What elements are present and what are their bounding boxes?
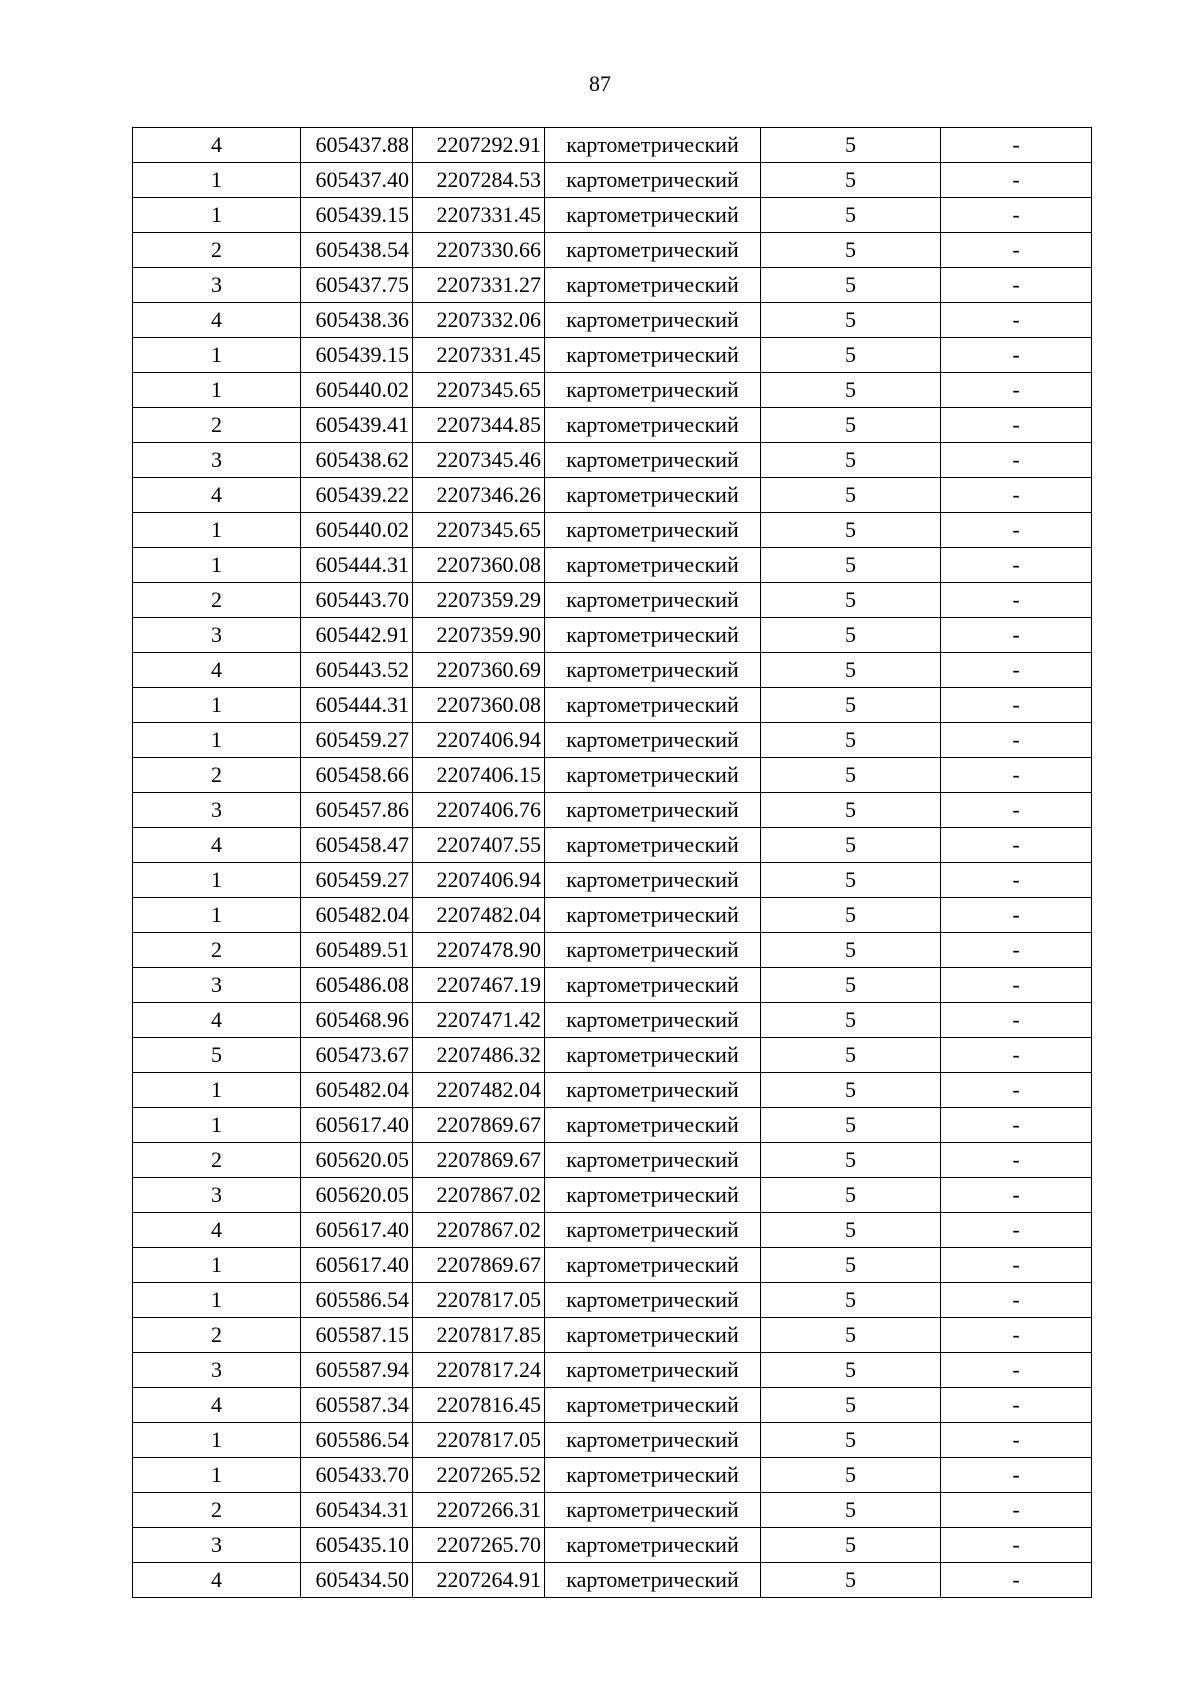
y-coordinate-cell: 2207292.91 bbox=[413, 128, 545, 163]
accuracy-cell: 5 bbox=[761, 373, 941, 408]
point-number-cell: 2 bbox=[133, 583, 301, 618]
note-cell: - bbox=[941, 1458, 1092, 1493]
point-number-cell: 2 bbox=[133, 408, 301, 443]
method-cell: картометрический bbox=[545, 793, 761, 828]
method-cell: картометрический bbox=[545, 1528, 761, 1563]
accuracy-cell: 5 bbox=[761, 128, 941, 163]
point-number-cell: 4 bbox=[133, 478, 301, 513]
accuracy-cell: 5 bbox=[761, 758, 941, 793]
accuracy-cell: 5 bbox=[761, 793, 941, 828]
y-coordinate-cell: 2207284.53 bbox=[413, 163, 545, 198]
note-cell: - bbox=[941, 863, 1092, 898]
table-row bbox=[133, 198, 1092, 233]
method-cell: картометрический bbox=[545, 268, 761, 303]
table-row bbox=[133, 933, 1092, 968]
x-coordinate-cell: 605486.08 bbox=[301, 968, 413, 1003]
note-cell: - bbox=[941, 1178, 1092, 1213]
table-row bbox=[133, 1213, 1092, 1248]
y-coordinate-cell: 2207406.15 bbox=[413, 758, 545, 793]
table-row bbox=[133, 128, 1092, 163]
point-number-cell: 1 bbox=[133, 723, 301, 758]
point-number-cell: 1 bbox=[133, 688, 301, 723]
y-coordinate-cell: 2207346.26 bbox=[413, 478, 545, 513]
note-cell: - bbox=[941, 1528, 1092, 1563]
point-number-cell: 1 bbox=[133, 198, 301, 233]
x-coordinate-cell: 605438.36 bbox=[301, 303, 413, 338]
method-cell: картометрический bbox=[545, 1108, 761, 1143]
y-coordinate-cell: 2207867.02 bbox=[413, 1213, 545, 1248]
note-cell: - bbox=[941, 478, 1092, 513]
method-cell: картометрический bbox=[545, 1143, 761, 1178]
accuracy-cell: 5 bbox=[761, 478, 941, 513]
accuracy-cell: 5 bbox=[761, 443, 941, 478]
y-coordinate-cell: 2207345.46 bbox=[413, 443, 545, 478]
table-row bbox=[133, 1143, 1092, 1178]
point-number-cell: 1 bbox=[133, 548, 301, 583]
accuracy-cell: 5 bbox=[761, 303, 941, 338]
point-number-cell: 5 bbox=[133, 1038, 301, 1073]
method-cell: картометрический bbox=[545, 968, 761, 1003]
accuracy-cell: 5 bbox=[761, 1563, 941, 1598]
method-cell: картометрический bbox=[545, 1073, 761, 1108]
table-row bbox=[133, 898, 1092, 933]
method-cell: картометрический bbox=[545, 898, 761, 933]
x-coordinate-cell: 605439.15 bbox=[301, 338, 413, 373]
table-row bbox=[133, 513, 1092, 548]
method-cell: картометрический bbox=[545, 233, 761, 268]
x-coordinate-cell: 605435.10 bbox=[301, 1528, 413, 1563]
note-cell: - bbox=[941, 828, 1092, 863]
accuracy-cell: 5 bbox=[761, 618, 941, 653]
accuracy-cell: 5 bbox=[761, 1283, 941, 1318]
x-coordinate-cell: 605437.40 bbox=[301, 163, 413, 198]
table-row bbox=[133, 863, 1092, 898]
method-cell: картометрический bbox=[545, 198, 761, 233]
method-cell: картометрический bbox=[545, 1213, 761, 1248]
x-coordinate-cell: 605437.88 bbox=[301, 128, 413, 163]
note-cell: - bbox=[941, 198, 1092, 233]
method-cell: картометрический bbox=[545, 373, 761, 408]
table-row bbox=[133, 968, 1092, 1003]
x-coordinate-cell: 605473.67 bbox=[301, 1038, 413, 1073]
point-number-cell: 3 bbox=[133, 268, 301, 303]
y-coordinate-cell: 2207265.52 bbox=[413, 1458, 545, 1493]
table-row bbox=[133, 758, 1092, 793]
x-coordinate-cell: 605482.04 bbox=[301, 898, 413, 933]
point-number-cell: 2 bbox=[133, 758, 301, 793]
accuracy-cell: 5 bbox=[761, 1213, 941, 1248]
table-row bbox=[133, 1248, 1092, 1283]
accuracy-cell: 5 bbox=[761, 408, 941, 443]
method-cell: картометрический bbox=[545, 1458, 761, 1493]
method-cell: картометрический bbox=[545, 933, 761, 968]
point-number-cell: 1 bbox=[133, 863, 301, 898]
table-row bbox=[133, 1528, 1092, 1563]
x-coordinate-cell: 605458.66 bbox=[301, 758, 413, 793]
x-coordinate-cell: 605439.41 bbox=[301, 408, 413, 443]
point-number-cell: 4 bbox=[133, 653, 301, 688]
point-number-cell: 3 bbox=[133, 793, 301, 828]
x-coordinate-cell: 605620.05 bbox=[301, 1143, 413, 1178]
table-row bbox=[133, 1493, 1092, 1528]
note-cell: - bbox=[941, 1108, 1092, 1143]
table-row bbox=[133, 1108, 1092, 1143]
accuracy-cell: 5 bbox=[761, 1458, 941, 1493]
point-number-cell: 1 bbox=[133, 373, 301, 408]
table-row bbox=[133, 443, 1092, 478]
y-coordinate-cell: 2207817.24 bbox=[413, 1353, 545, 1388]
y-coordinate-cell: 2207467.19 bbox=[413, 968, 545, 1003]
table-row bbox=[133, 1353, 1092, 1388]
y-coordinate-cell: 2207344.85 bbox=[413, 408, 545, 443]
method-cell: картометрический bbox=[545, 1353, 761, 1388]
x-coordinate-cell: 605586.54 bbox=[301, 1423, 413, 1458]
note-cell: - bbox=[941, 933, 1092, 968]
y-coordinate-cell: 2207407.55 bbox=[413, 828, 545, 863]
note-cell: - bbox=[941, 373, 1092, 408]
method-cell: картометрический bbox=[545, 303, 761, 338]
x-coordinate-cell: 605617.40 bbox=[301, 1248, 413, 1283]
method-cell: картометрический bbox=[545, 653, 761, 688]
method-cell: картометрический bbox=[545, 163, 761, 198]
x-coordinate-cell: 605440.02 bbox=[301, 373, 413, 408]
table-row bbox=[133, 583, 1092, 618]
point-number-cell: 1 bbox=[133, 1423, 301, 1458]
point-number-cell: 3 bbox=[133, 968, 301, 1003]
point-number-cell: 1 bbox=[133, 338, 301, 373]
x-coordinate-cell: 605439.15 bbox=[301, 198, 413, 233]
point-number-cell: 1 bbox=[133, 1108, 301, 1143]
point-number-cell: 2 bbox=[133, 1493, 301, 1528]
y-coordinate-cell: 2207331.27 bbox=[413, 268, 545, 303]
note-cell: - bbox=[941, 268, 1092, 303]
table-row bbox=[133, 1458, 1092, 1493]
accuracy-cell: 5 bbox=[761, 548, 941, 583]
table-row bbox=[133, 653, 1092, 688]
page-number: 87 bbox=[589, 71, 611, 96]
y-coordinate-cell: 2207869.67 bbox=[413, 1108, 545, 1143]
method-cell: картометрический bbox=[545, 583, 761, 618]
note-cell: - bbox=[941, 653, 1092, 688]
y-coordinate-cell: 2207266.31 bbox=[413, 1493, 545, 1528]
method-cell: картометрический bbox=[545, 863, 761, 898]
x-coordinate-cell: 605433.70 bbox=[301, 1458, 413, 1493]
y-coordinate-cell: 2207406.94 bbox=[413, 723, 545, 758]
method-cell: картометрический bbox=[545, 1493, 761, 1528]
accuracy-cell: 5 bbox=[761, 1038, 941, 1073]
x-coordinate-cell: 605444.31 bbox=[301, 548, 413, 583]
table-row bbox=[133, 1283, 1092, 1318]
x-coordinate-cell: 605434.50 bbox=[301, 1563, 413, 1598]
x-coordinate-cell: 605438.54 bbox=[301, 233, 413, 268]
table-row bbox=[133, 163, 1092, 198]
point-number-cell: 3 bbox=[133, 1353, 301, 1388]
x-coordinate-cell: 605442.91 bbox=[301, 618, 413, 653]
method-cell: картометрический bbox=[545, 1318, 761, 1353]
table-row bbox=[133, 548, 1092, 583]
y-coordinate-cell: 2207406.76 bbox=[413, 793, 545, 828]
accuracy-cell: 5 bbox=[761, 583, 941, 618]
accuracy-cell: 5 bbox=[761, 338, 941, 373]
x-coordinate-cell: 605440.02 bbox=[301, 513, 413, 548]
method-cell: картометрический bbox=[545, 1283, 761, 1318]
method-cell: картометрический bbox=[545, 548, 761, 583]
method-cell: картометрический bbox=[545, 758, 761, 793]
table-row bbox=[133, 618, 1092, 653]
y-coordinate-cell: 2207406.94 bbox=[413, 863, 545, 898]
table-row bbox=[133, 1388, 1092, 1423]
table-row bbox=[133, 1073, 1092, 1108]
x-coordinate-cell: 605459.27 bbox=[301, 723, 413, 758]
note-cell: - bbox=[941, 1283, 1092, 1318]
method-cell: картометрический bbox=[545, 1248, 761, 1283]
x-coordinate-cell: 605587.94 bbox=[301, 1353, 413, 1388]
note-cell: - bbox=[941, 1353, 1092, 1388]
y-coordinate-cell: 2207817.05 bbox=[413, 1283, 545, 1318]
accuracy-cell: 5 bbox=[761, 1423, 941, 1458]
table-row bbox=[133, 478, 1092, 513]
point-number-cell: 4 bbox=[133, 1213, 301, 1248]
table-row bbox=[133, 373, 1092, 408]
x-coordinate-cell: 605617.40 bbox=[301, 1108, 413, 1143]
note-cell: - bbox=[941, 1388, 1092, 1423]
y-coordinate-cell: 2207330.66 bbox=[413, 233, 545, 268]
accuracy-cell: 5 bbox=[761, 1248, 941, 1283]
y-coordinate-cell: 2207482.04 bbox=[413, 898, 545, 933]
accuracy-cell: 5 bbox=[761, 1528, 941, 1563]
accuracy-cell: 5 bbox=[761, 1073, 941, 1108]
table-row bbox=[133, 303, 1092, 338]
note-cell: - bbox=[941, 618, 1092, 653]
point-number-cell: 3 bbox=[133, 443, 301, 478]
method-cell: картометрический bbox=[545, 408, 761, 443]
note-cell: - bbox=[941, 723, 1092, 758]
note-cell: - bbox=[941, 233, 1092, 268]
method-cell: картометрический bbox=[545, 1003, 761, 1038]
note-cell: - bbox=[941, 1143, 1092, 1178]
note-cell: - bbox=[941, 1073, 1092, 1108]
y-coordinate-cell: 2207331.45 bbox=[413, 198, 545, 233]
note-cell: - bbox=[941, 898, 1092, 933]
y-coordinate-cell: 2207817.05 bbox=[413, 1423, 545, 1458]
coordinates-table bbox=[132, 127, 1092, 1598]
point-number-cell: 4 bbox=[133, 1563, 301, 1598]
point-number-cell: 1 bbox=[133, 1248, 301, 1283]
method-cell: картометрический bbox=[545, 1423, 761, 1458]
point-number-cell: 2 bbox=[133, 1143, 301, 1178]
x-coordinate-cell: 605587.34 bbox=[301, 1388, 413, 1423]
method-cell: картометрический bbox=[545, 1038, 761, 1073]
accuracy-cell: 5 bbox=[761, 198, 941, 233]
y-coordinate-cell: 2207867.02 bbox=[413, 1178, 545, 1213]
note-cell: - bbox=[941, 163, 1092, 198]
method-cell: картометрический bbox=[545, 478, 761, 513]
accuracy-cell: 5 bbox=[761, 233, 941, 268]
point-number-cell: 4 bbox=[133, 1388, 301, 1423]
accuracy-cell: 5 bbox=[761, 1318, 941, 1353]
note-cell: - bbox=[941, 1213, 1092, 1248]
method-cell: картометрический bbox=[545, 1178, 761, 1213]
method-cell: картометрический bbox=[545, 723, 761, 758]
note-cell: - bbox=[941, 338, 1092, 373]
table-row bbox=[133, 1318, 1092, 1353]
table-row bbox=[133, 1178, 1092, 1213]
table-row bbox=[133, 338, 1092, 373]
y-coordinate-cell: 2207486.32 bbox=[413, 1038, 545, 1073]
accuracy-cell: 5 bbox=[761, 688, 941, 723]
point-number-cell: 1 bbox=[133, 898, 301, 933]
y-coordinate-cell: 2207359.29 bbox=[413, 583, 545, 618]
note-cell: - bbox=[941, 688, 1092, 723]
method-cell: картометрический bbox=[545, 128, 761, 163]
x-coordinate-cell: 605438.62 bbox=[301, 443, 413, 478]
accuracy-cell: 5 bbox=[761, 828, 941, 863]
point-number-cell: 1 bbox=[133, 1073, 301, 1108]
x-coordinate-cell: 605458.47 bbox=[301, 828, 413, 863]
note-cell: - bbox=[941, 1318, 1092, 1353]
point-number-cell: 2 bbox=[133, 233, 301, 268]
method-cell: картометрический bbox=[545, 1563, 761, 1598]
x-coordinate-cell: 605457.86 bbox=[301, 793, 413, 828]
table-row bbox=[133, 828, 1092, 863]
y-coordinate-cell: 2207360.08 bbox=[413, 688, 545, 723]
accuracy-cell: 5 bbox=[761, 863, 941, 898]
accuracy-cell: 5 bbox=[761, 723, 941, 758]
y-coordinate-cell: 2207471.42 bbox=[413, 1003, 545, 1038]
note-cell: - bbox=[941, 1563, 1092, 1598]
y-coordinate-cell: 2207332.06 bbox=[413, 303, 545, 338]
note-cell: - bbox=[941, 303, 1092, 338]
note-cell: - bbox=[941, 408, 1092, 443]
y-coordinate-cell: 2207265.70 bbox=[413, 1528, 545, 1563]
x-coordinate-cell: 605468.96 bbox=[301, 1003, 413, 1038]
y-coordinate-cell: 2207331.45 bbox=[413, 338, 545, 373]
x-coordinate-cell: 605444.31 bbox=[301, 688, 413, 723]
x-coordinate-cell: 605482.04 bbox=[301, 1073, 413, 1108]
method-cell: картометрический bbox=[545, 1388, 761, 1423]
accuracy-cell: 5 bbox=[761, 1143, 941, 1178]
y-coordinate-cell: 2207345.65 bbox=[413, 513, 545, 548]
point-number-cell: 4 bbox=[133, 128, 301, 163]
table-row bbox=[133, 723, 1092, 758]
accuracy-cell: 5 bbox=[761, 933, 941, 968]
accuracy-cell: 5 bbox=[761, 268, 941, 303]
point-number-cell: 4 bbox=[133, 303, 301, 338]
accuracy-cell: 5 bbox=[761, 1108, 941, 1143]
table-row bbox=[133, 268, 1092, 303]
note-cell: - bbox=[941, 968, 1092, 1003]
table-row bbox=[133, 793, 1092, 828]
note-cell: - bbox=[941, 793, 1092, 828]
accuracy-cell: 5 bbox=[761, 1493, 941, 1528]
point-number-cell: 4 bbox=[133, 828, 301, 863]
y-coordinate-cell: 2207816.45 bbox=[413, 1388, 545, 1423]
note-cell: - bbox=[941, 513, 1092, 548]
x-coordinate-cell: 605586.54 bbox=[301, 1283, 413, 1318]
x-coordinate-cell: 605434.31 bbox=[301, 1493, 413, 1528]
note-cell: - bbox=[941, 1248, 1092, 1283]
accuracy-cell: 5 bbox=[761, 163, 941, 198]
point-number-cell: 3 bbox=[133, 1528, 301, 1563]
table-row bbox=[133, 1563, 1092, 1598]
point-number-cell: 4 bbox=[133, 1003, 301, 1038]
point-number-cell: 1 bbox=[133, 163, 301, 198]
table-row bbox=[133, 688, 1092, 723]
coordinates-table-body bbox=[133, 128, 1092, 1598]
accuracy-cell: 5 bbox=[761, 1178, 941, 1213]
note-cell: - bbox=[941, 1423, 1092, 1458]
y-coordinate-cell: 2207482.04 bbox=[413, 1073, 545, 1108]
point-number-cell: 1 bbox=[133, 1458, 301, 1493]
accuracy-cell: 5 bbox=[761, 968, 941, 1003]
note-cell: - bbox=[941, 1493, 1092, 1528]
x-coordinate-cell: 605587.15 bbox=[301, 1318, 413, 1353]
note-cell: - bbox=[941, 1003, 1092, 1038]
x-coordinate-cell: 605443.52 bbox=[301, 653, 413, 688]
x-coordinate-cell: 605439.22 bbox=[301, 478, 413, 513]
point-number-cell: 2 bbox=[133, 1318, 301, 1353]
accuracy-cell: 5 bbox=[761, 898, 941, 933]
accuracy-cell: 5 bbox=[761, 653, 941, 688]
x-coordinate-cell: 605459.27 bbox=[301, 863, 413, 898]
note-cell: - bbox=[941, 1038, 1092, 1073]
table-row bbox=[133, 233, 1092, 268]
method-cell: картометрический bbox=[545, 513, 761, 548]
accuracy-cell: 5 bbox=[761, 1388, 941, 1423]
y-coordinate-cell: 2207360.08 bbox=[413, 548, 545, 583]
table-row bbox=[133, 1423, 1092, 1458]
method-cell: картометрический bbox=[545, 688, 761, 723]
note-cell: - bbox=[941, 443, 1092, 478]
point-number-cell: 3 bbox=[133, 618, 301, 653]
note-cell: - bbox=[941, 758, 1092, 793]
y-coordinate-cell: 2207478.90 bbox=[413, 933, 545, 968]
x-coordinate-cell: 605437.75 bbox=[301, 268, 413, 303]
note-cell: - bbox=[941, 128, 1092, 163]
point-number-cell: 2 bbox=[133, 933, 301, 968]
y-coordinate-cell: 2207345.65 bbox=[413, 373, 545, 408]
table-row bbox=[133, 408, 1092, 443]
y-coordinate-cell: 2207817.85 bbox=[413, 1318, 545, 1353]
point-number-cell: 3 bbox=[133, 1178, 301, 1213]
point-number-cell: 1 bbox=[133, 513, 301, 548]
method-cell: картометрический bbox=[545, 338, 761, 373]
method-cell: картометрический bbox=[545, 828, 761, 863]
y-coordinate-cell: 2207869.67 bbox=[413, 1248, 545, 1283]
y-coordinate-cell: 2207359.90 bbox=[413, 618, 545, 653]
accuracy-cell: 5 bbox=[761, 1353, 941, 1388]
x-coordinate-cell: 605620.05 bbox=[301, 1178, 413, 1213]
accuracy-cell: 5 bbox=[761, 513, 941, 548]
method-cell: картометрический bbox=[545, 443, 761, 478]
note-cell: - bbox=[941, 548, 1092, 583]
y-coordinate-cell: 2207264.91 bbox=[413, 1563, 545, 1598]
point-number-cell: 1 bbox=[133, 1283, 301, 1318]
accuracy-cell: 5 bbox=[761, 1003, 941, 1038]
x-coordinate-cell: 605443.70 bbox=[301, 583, 413, 618]
x-coordinate-cell: 605617.40 bbox=[301, 1213, 413, 1248]
table-row bbox=[133, 1003, 1092, 1038]
y-coordinate-cell: 2207360.69 bbox=[413, 653, 545, 688]
method-cell: картометрический bbox=[545, 618, 761, 653]
x-coordinate-cell: 605489.51 bbox=[301, 933, 413, 968]
y-coordinate-cell: 2207869.67 bbox=[413, 1143, 545, 1178]
table-row bbox=[133, 1038, 1092, 1073]
note-cell: - bbox=[941, 583, 1092, 618]
